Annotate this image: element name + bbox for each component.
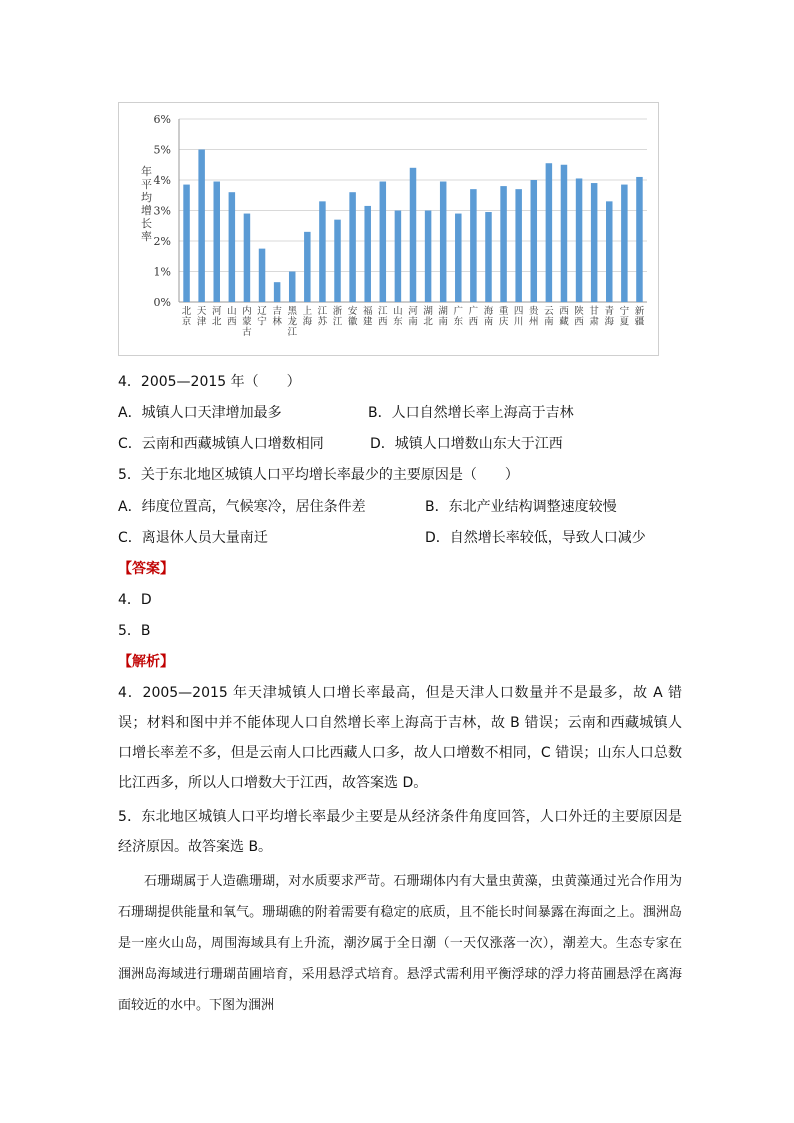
x-tick-label: 江西 (378, 306, 388, 328)
bar-2 (198, 150, 205, 303)
q5-option-a: A．纬度位置高，气候寒冷，居住条件差 (118, 499, 366, 515)
bar-27 (576, 178, 583, 302)
x-tick-label: 山东 (393, 306, 403, 328)
bar-26 (561, 165, 568, 302)
bar-23 (515, 189, 522, 302)
q5-option-c: C．离退休人员大量南迁 (118, 530, 268, 546)
x-tick-label: 宁夏 (619, 306, 630, 328)
x-tick-label: 河北 (211, 306, 222, 328)
x-tick-label: 新疆 (634, 306, 645, 328)
bar-chart (118, 102, 659, 356)
q4-option-d: D．城镇人口增数山东大于江西 (370, 436, 563, 452)
x-tick-label: 上海 (302, 306, 313, 328)
q5-option-b: B．东北产业结构调整速度较慢 (425, 499, 617, 515)
bar-19 (455, 214, 462, 302)
x-tick-label: 安徽 (347, 306, 358, 328)
bar-30 (621, 185, 628, 302)
y-tick-label: 4% (153, 174, 171, 187)
x-tick-label: 吉林 (272, 306, 282, 328)
bar-28 (591, 183, 598, 302)
bar-9 (304, 232, 311, 302)
bar-18 (440, 182, 447, 302)
x-tick-label: 云南 (544, 306, 554, 328)
q4-stem: 4．2005—2015 年（ ） (118, 374, 301, 390)
bar-6 (259, 249, 266, 302)
bar-5 (244, 214, 251, 302)
passage-text: 石珊瑚属于人造礁珊瑚，对水质要求严苛。石珊瑚体内有大量虫黄藻，虫黄藻通过光合作用为石珊瑚提供能量和氧气。珊瑚礁的附着需要有稳定的底质，且不能长时间暴露在海面之上。涠洲岛是一座火山岛，周围海域具有上升流，潮汐属于全日潮（一天仅涨落一次），潮差大。生态专家在涠洲岛海域进行珊瑚苗圃培育，采用悬浮式培育。悬浮式需利用平衡浮球的浮力将苗圃悬浮在离海面较近的水中。下图为涠洲 (118, 874, 682, 1013)
y-tick-label: 0% (153, 296, 171, 309)
x-tick-label: 湖南 (438, 306, 448, 328)
y-axis-label: 年平均增长率 (141, 165, 152, 243)
x-tick-label: 福建 (362, 306, 373, 328)
x-tick-label: 甘肃 (589, 306, 599, 328)
x-tick-label: 内蒙古 (242, 306, 252, 338)
x-tick-label: 天津 (196, 306, 207, 328)
bar-3 (213, 182, 220, 302)
bar-12 (349, 192, 356, 302)
bar-31 (636, 177, 643, 302)
chart-canvas (119, 103, 658, 355)
y-tick-label: 5% (153, 143, 171, 157)
x-tick-label: 辽宁 (257, 306, 267, 328)
bar-8 (289, 272, 296, 303)
analysis-p5: 5．东北地区城镇人口平均增长率最少主要是从经济条件角度回答，人口外迁的主要原因是经济原因。故答案选 B。 (118, 809, 682, 855)
answer-4: 4．D (118, 592, 152, 608)
x-tick-label: 海南 (483, 306, 494, 328)
bar-4 (229, 192, 236, 302)
bar-22 (500, 186, 507, 302)
x-tick-label: 西藏 (559, 306, 569, 328)
x-tick-label: 北京 (181, 306, 192, 328)
q5-option-d: D．自然增长率较低，导致人口减少 (425, 530, 646, 546)
bar-24 (531, 180, 538, 302)
bar-1 (183, 185, 190, 302)
answer-tag: 【答案】 (118, 561, 174, 577)
q5-stem: 5．关于东北地区城镇人口平均增长率最少的主要原因是（ ） (118, 467, 519, 483)
y-tick-label: 2% (153, 235, 171, 248)
bar-14 (380, 182, 387, 302)
bar-10 (319, 201, 326, 302)
x-tick-label: 湖北 (423, 306, 433, 328)
x-tick-label: 河南 (408, 306, 418, 328)
y-tick-label: 6% (153, 113, 171, 126)
x-tick-label: 山西 (227, 306, 237, 328)
q4-option-a: A．城镇人口天津增加最多 (118, 405, 282, 421)
bar-25 (546, 163, 553, 302)
bar-20 (470, 189, 477, 302)
analysis-tag: 【解析】 (118, 654, 174, 670)
x-tick-label: 广东 (453, 306, 464, 328)
x-tick-label: 江苏 (317, 306, 328, 328)
x-tick-label: 黑龙江 (287, 306, 297, 338)
bar-17 (425, 211, 432, 303)
bar-16 (410, 168, 417, 302)
x-tick-label: 浙江 (332, 306, 343, 328)
bar-15 (395, 211, 402, 303)
q4-option-b: B．人口自然增长率上海高于吉林 (368, 405, 574, 421)
x-tick-label: 重庆 (498, 306, 509, 328)
x-tick-label: 陕西 (574, 306, 584, 328)
bar-29 (606, 201, 613, 302)
x-tick-label: 广西 (468, 306, 479, 328)
bar-11 (334, 220, 341, 302)
y-tick-label: 3% (153, 204, 171, 218)
q4-option-c: C．云南和西藏城镇人口增数相同 (118, 436, 324, 452)
answer-5: 5．B (118, 623, 151, 639)
analysis-p4: 4．2005—2015 年天津城镇人口增长率最高，但是天津人口数量并不是最多，故 A 错误；材料和图中并不能体现人口自然增长率上海高于吉林，故 B 错误；云南和西藏城镇人口增长率差不多，但是云南人口比西藏人口多，故人口增数不相同，C 错误；山东人口总数比江西多，所以人口增数大于江西，故答案选 D。 (118, 685, 682, 791)
x-tick-label: 四川 (513, 306, 524, 328)
bar-21 (485, 212, 492, 302)
x-tick-label: 贵州 (529, 306, 539, 328)
y-tick-label: 1% (153, 265, 171, 279)
bar-13 (364, 206, 371, 302)
bar-7 (274, 282, 281, 302)
x-tick-label: 青海 (604, 306, 615, 328)
